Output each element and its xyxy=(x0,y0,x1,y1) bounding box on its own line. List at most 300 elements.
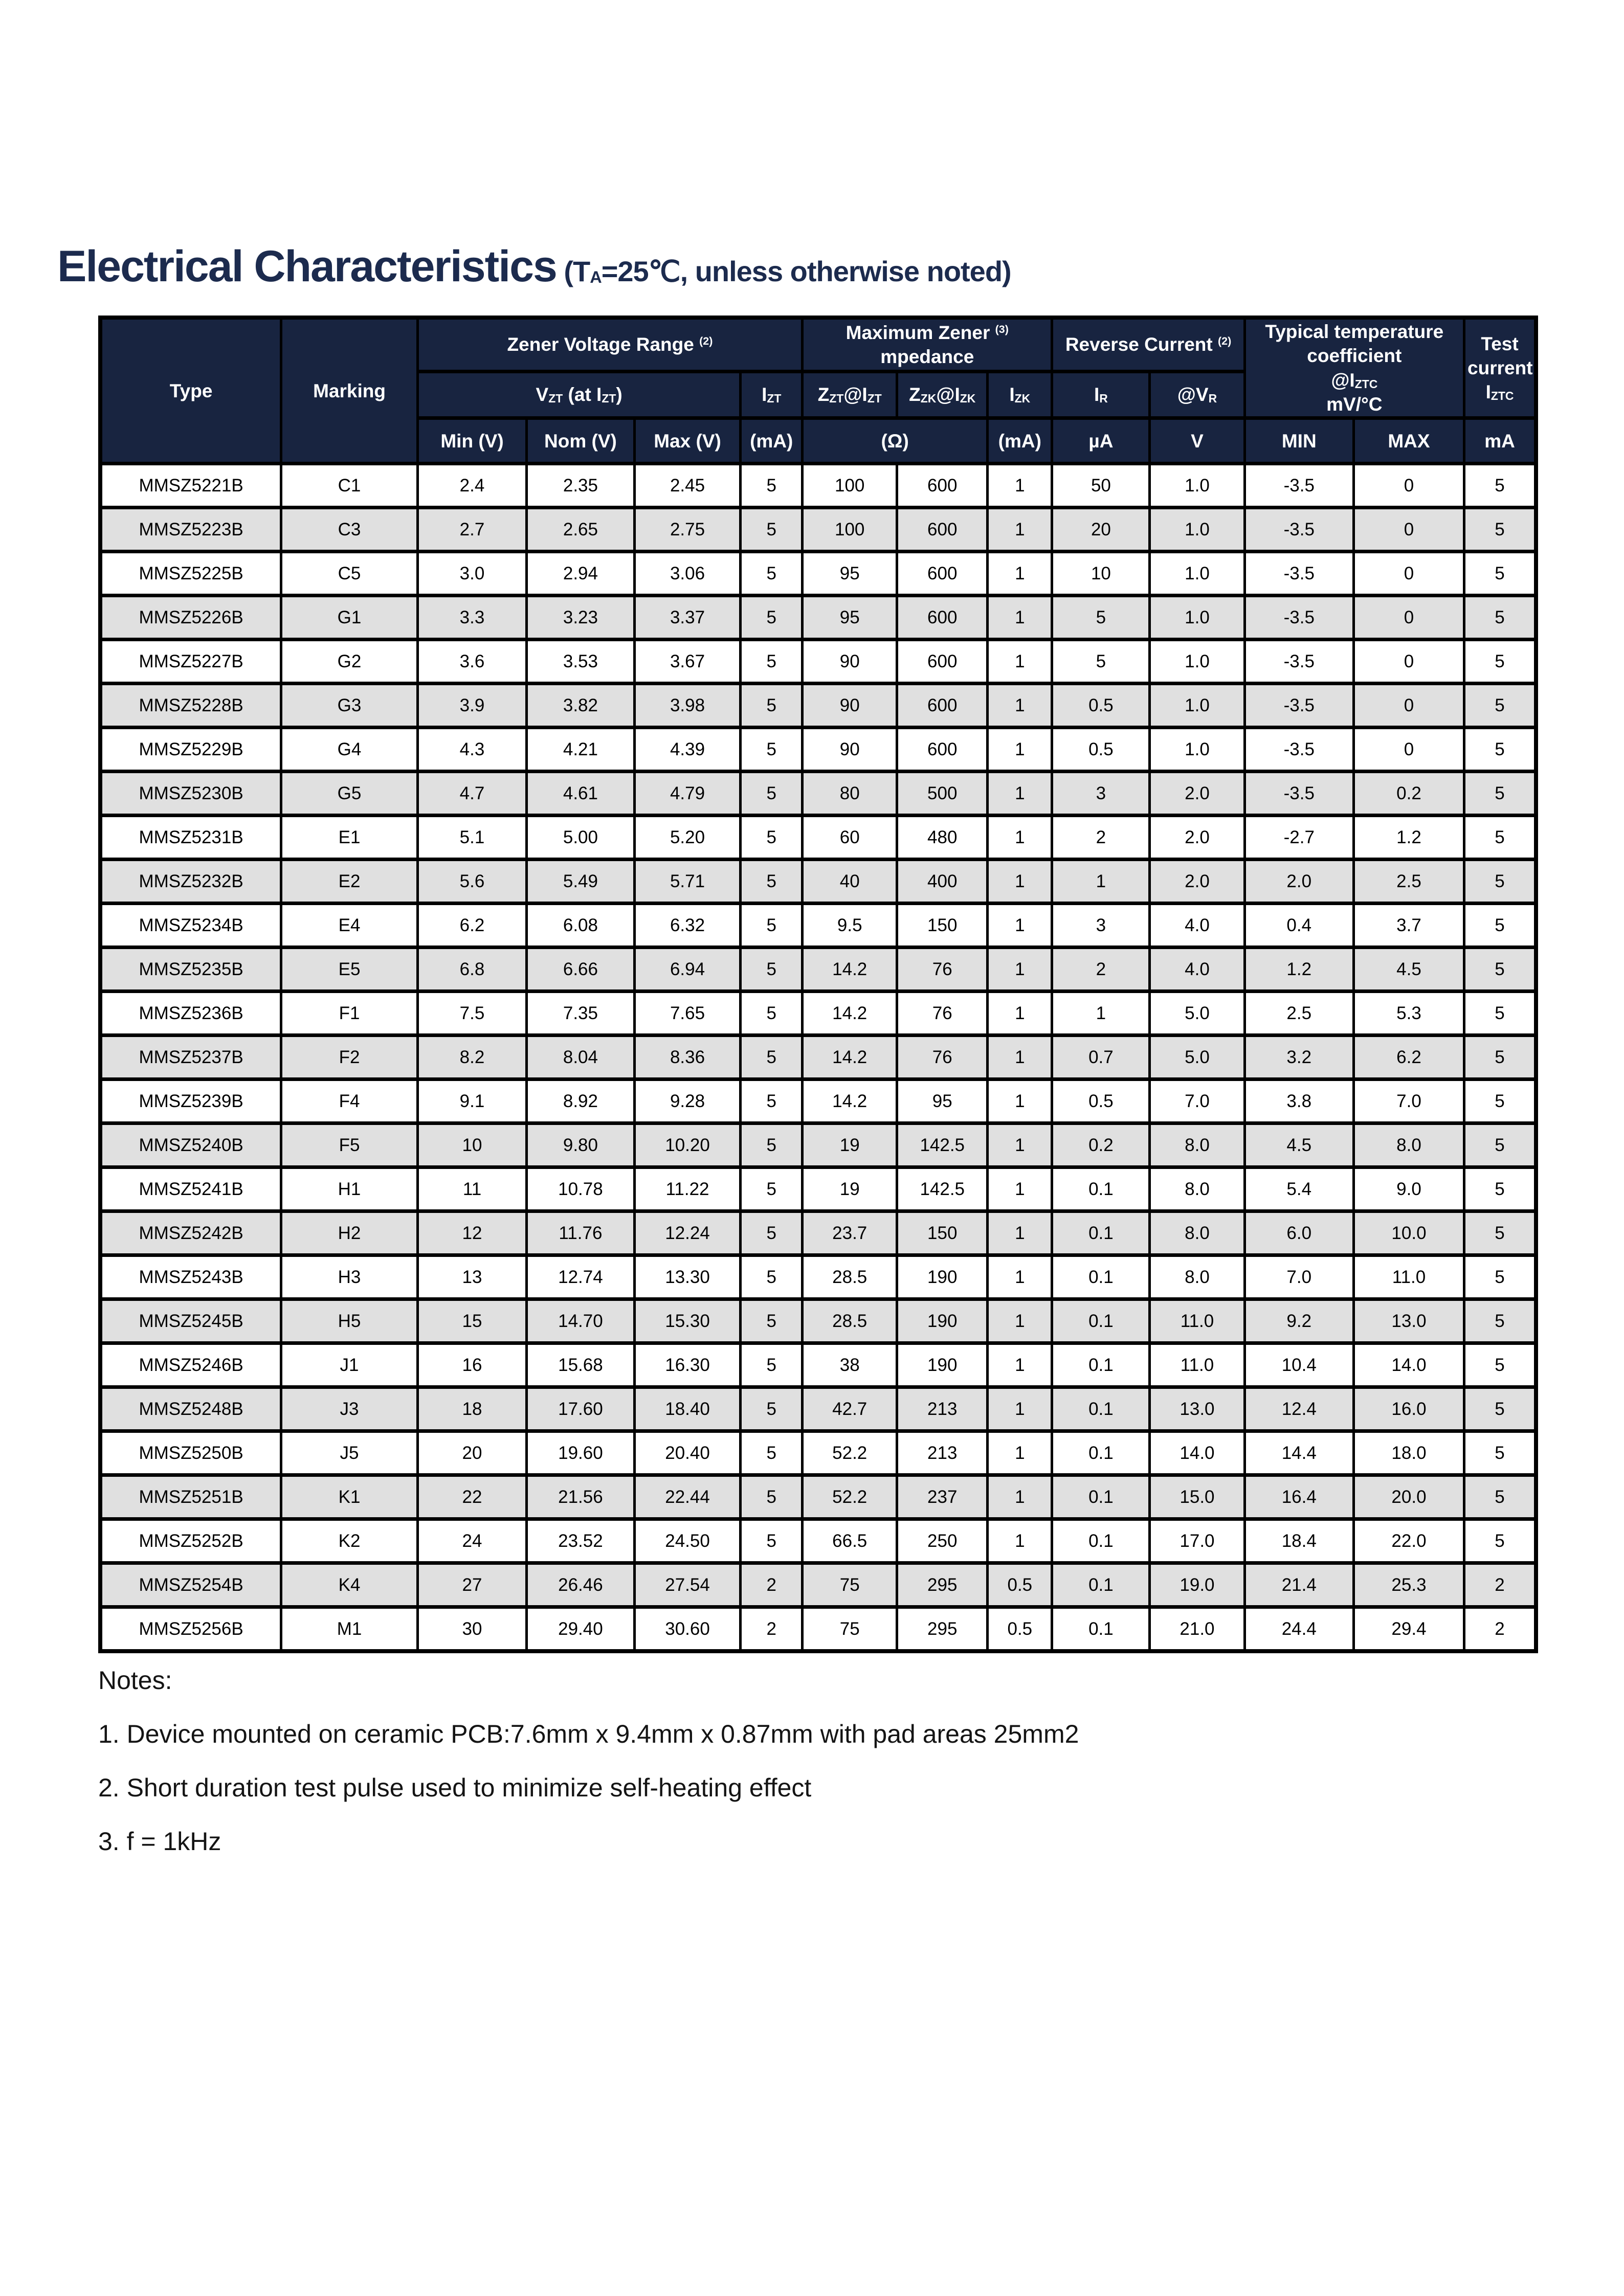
header-ir: $I_R$ xyxy=(1052,371,1150,418)
cell-tc-max: 0 xyxy=(1353,728,1464,772)
cell-zzt-izt: 90 xyxy=(803,640,897,684)
cell-max-v: 5.20 xyxy=(634,816,741,860)
table-row xyxy=(100,1475,1536,1519)
cell-vr: 21.0 xyxy=(1150,1607,1244,1651)
cell-tc-max: 14.0 xyxy=(1353,1343,1464,1387)
cell-ir: 0.1 xyxy=(1052,1211,1150,1255)
cell-marking: H3 xyxy=(281,1255,418,1299)
cell-izk: 1 xyxy=(988,992,1052,1036)
cell-tc-min: 7.0 xyxy=(1244,1255,1353,1299)
cell-vr: 1.0 xyxy=(1150,464,1244,508)
cell-vr: 8.0 xyxy=(1150,1211,1244,1255)
cell-ir: 3 xyxy=(1052,772,1150,816)
cell-min-v: 16 xyxy=(417,1343,526,1387)
cell-vr: 8.0 xyxy=(1150,1167,1244,1211)
cell-marking: J3 xyxy=(281,1387,418,1431)
cell-ir: 0.1 xyxy=(1052,1607,1150,1651)
cell-iztc: 5 xyxy=(1464,992,1536,1036)
cell-max-v: 15.30 xyxy=(634,1299,741,1343)
cell-iztc: 5 xyxy=(1464,816,1536,860)
cell-nom-v: 29.40 xyxy=(527,1607,635,1651)
cell-iztc: 5 xyxy=(1464,640,1536,684)
cell-max-v: 3.06 xyxy=(634,552,741,596)
cell-izk: 1 xyxy=(988,860,1052,904)
table-row xyxy=(100,728,1536,772)
cell-izt: 5 xyxy=(741,948,803,992)
notes-title: Notes: xyxy=(98,1666,172,1695)
cell-marking: H5 xyxy=(281,1299,418,1343)
cell-marking: G4 xyxy=(281,728,418,772)
cell-type: MMSZ5245B xyxy=(100,1299,281,1343)
cell-max-v: 3.37 xyxy=(634,596,741,640)
cell-type: MMSZ5226B xyxy=(100,596,281,640)
cell-tc-min: -3.5 xyxy=(1244,728,1353,772)
cell-max-v: 13.30 xyxy=(634,1255,741,1299)
cell-nom-v: 12.74 xyxy=(527,1255,635,1299)
cell-min-v: 6.8 xyxy=(417,948,526,992)
cell-vr: 17.0 xyxy=(1150,1519,1244,1563)
cell-marking: C1 xyxy=(281,464,418,508)
cell-min-v: 20 xyxy=(417,1431,526,1475)
cell-vr: 5.0 xyxy=(1150,992,1244,1036)
cell-tc-min: 12.4 xyxy=(1244,1387,1353,1431)
cell-max-v: 2.45 xyxy=(634,464,741,508)
cell-zzk-izk: 480 xyxy=(897,816,988,860)
cell-tc-min: -3.5 xyxy=(1244,772,1353,816)
cell-iztc: 2 xyxy=(1464,1563,1536,1607)
cell-max-v: 20.40 xyxy=(634,1431,741,1475)
cell-max-v: 4.39 xyxy=(634,728,741,772)
cell-izt: 5 xyxy=(741,860,803,904)
cell-izk: 1 xyxy=(988,816,1052,860)
cell-izk: 1 xyxy=(988,1123,1052,1167)
cell-max-v: 30.60 xyxy=(634,1607,741,1651)
table-row xyxy=(100,772,1536,816)
cell-tc-min: 24.4 xyxy=(1244,1607,1353,1651)
cell-izk: 1 xyxy=(988,1387,1052,1431)
cell-izt: 5 xyxy=(741,816,803,860)
cell-max-v: 10.20 xyxy=(634,1123,741,1167)
table-row xyxy=(100,596,1536,640)
table-row xyxy=(100,992,1536,1036)
header-marking: Marking xyxy=(281,318,418,464)
cell-zzt-izt: 40 xyxy=(803,860,897,904)
cell-type: MMSZ5229B xyxy=(100,728,281,772)
cell-iztc: 5 xyxy=(1464,860,1536,904)
cell-zzt-izt: 52.2 xyxy=(803,1431,897,1475)
cell-tc-min: -3.5 xyxy=(1244,596,1353,640)
unit-min-v: Min (V) xyxy=(417,418,526,464)
header-vr: $@V_R$ xyxy=(1150,371,1244,418)
cell-tc-min: 5.4 xyxy=(1244,1167,1353,1211)
cell-zzk-izk: 76 xyxy=(897,1036,988,1079)
cell-type: MMSZ5221B xyxy=(100,464,281,508)
cell-marking: J5 xyxy=(281,1431,418,1475)
cell-nom-v: 14.70 xyxy=(527,1299,635,1343)
cell-zzt-izt: 14.2 xyxy=(803,1036,897,1079)
cell-marking: F4 xyxy=(281,1079,418,1123)
cell-izk: 1 xyxy=(988,508,1052,552)
cell-vr: 1.0 xyxy=(1150,552,1244,596)
cell-type: MMSZ5225B xyxy=(100,552,281,596)
cell-ir: 10 xyxy=(1052,552,1150,596)
cell-zzt-izt: 19 xyxy=(803,1167,897,1211)
cell-tc-max: 3.7 xyxy=(1353,904,1464,948)
table-row xyxy=(100,904,1536,948)
table-row xyxy=(100,684,1536,728)
cell-tc-min: -3.5 xyxy=(1244,552,1353,596)
notes-section xyxy=(98,1666,1079,1881)
cell-type: MMSZ5243B xyxy=(100,1255,281,1299)
cell-zzt-izt: 42.7 xyxy=(803,1387,897,1431)
cell-zzt-izt: 80 xyxy=(803,772,897,816)
cell-tc-min: -3.5 xyxy=(1244,464,1353,508)
cell-type: MMSZ5231B xyxy=(100,816,281,860)
table-row xyxy=(100,1607,1536,1651)
cell-izk: 1 xyxy=(988,1475,1052,1519)
table-row xyxy=(100,860,1536,904)
cell-max-v: 22.44 xyxy=(634,1475,741,1519)
cell-izk: 1 xyxy=(988,904,1052,948)
cell-izk: 1 xyxy=(988,1431,1052,1475)
cell-iztc: 5 xyxy=(1464,1519,1536,1563)
cell-zzk-izk: 142.5 xyxy=(897,1123,988,1167)
cell-ir: 0.1 xyxy=(1052,1431,1150,1475)
cell-vr: 1.0 xyxy=(1150,640,1244,684)
cell-izk: 1 xyxy=(988,1079,1052,1123)
cell-type: MMSZ5242B xyxy=(100,1211,281,1255)
cell-iztc: 5 xyxy=(1464,508,1536,552)
cell-ir: 0.1 xyxy=(1052,1387,1150,1431)
cell-izk: 1 xyxy=(988,464,1052,508)
table-row xyxy=(100,1299,1536,1343)
cell-nom-v: 5.00 xyxy=(527,816,635,860)
cell-izk: 1 xyxy=(988,1211,1052,1255)
cell-min-v: 8.2 xyxy=(417,1036,526,1079)
cell-marking: H1 xyxy=(281,1167,418,1211)
cell-marking: K1 xyxy=(281,1475,418,1519)
table-row xyxy=(100,1036,1536,1079)
cell-ir: 50 xyxy=(1052,464,1150,508)
header-type: Type xyxy=(100,318,281,464)
cell-tc-max: 10.0 xyxy=(1353,1211,1464,1255)
cell-nom-v: 4.61 xyxy=(527,772,635,816)
cell-min-v: 18 xyxy=(417,1387,526,1431)
cell-ir: 0.1 xyxy=(1052,1299,1150,1343)
cell-tc-min: 0.4 xyxy=(1244,904,1353,948)
cell-iztc: 5 xyxy=(1464,728,1536,772)
header-zzt-izt: $Z_{ZT}@I_{ZT}$ xyxy=(803,371,897,418)
cell-max-v: 9.28 xyxy=(634,1079,741,1123)
cell-min-v: 30 xyxy=(417,1607,526,1651)
cell-izt: 5 xyxy=(741,992,803,1036)
cell-nom-v: 11.76 xyxy=(527,1211,635,1255)
cell-iztc: 5 xyxy=(1464,1123,1536,1167)
cell-nom-v: 15.68 xyxy=(527,1343,635,1387)
electrical-characteristics-table xyxy=(98,316,1538,1653)
cell-marking: F5 xyxy=(281,1123,418,1167)
cell-ir: 2 xyxy=(1052,816,1150,860)
cell-izk: 0.5 xyxy=(988,1607,1052,1651)
cell-min-v: 7.5 xyxy=(417,992,526,1036)
cell-type: MMSZ5230B xyxy=(100,772,281,816)
cell-min-v: 22 xyxy=(417,1475,526,1519)
cell-nom-v: 21.56 xyxy=(527,1475,635,1519)
unit-ua: µA xyxy=(1052,418,1150,464)
cell-ir: 2 xyxy=(1052,948,1150,992)
cell-min-v: 3.6 xyxy=(417,640,526,684)
cell-tc-max: 9.0 xyxy=(1353,1167,1464,1211)
table-row xyxy=(100,816,1536,860)
table-row xyxy=(100,1167,1536,1211)
cell-tc-max: 0.2 xyxy=(1353,772,1464,816)
title-main: Electrical Characteristics xyxy=(57,242,557,291)
cell-max-v: 12.24 xyxy=(634,1211,741,1255)
cell-zzt-izt: 66.5 xyxy=(803,1519,897,1563)
cell-tc-max: 6.2 xyxy=(1353,1036,1464,1079)
cell-vr: 2.0 xyxy=(1150,816,1244,860)
cell-izt: 2 xyxy=(741,1563,803,1607)
cell-vr: 15.0 xyxy=(1150,1475,1244,1519)
unit-izk-ma: (mA) xyxy=(988,418,1052,464)
cell-type: MMSZ5236B xyxy=(100,992,281,1036)
cell-izk: 0.5 xyxy=(988,1563,1052,1607)
cell-tc-min: -3.5 xyxy=(1244,684,1353,728)
table-row xyxy=(100,552,1536,596)
cell-zzk-izk: 295 xyxy=(897,1563,988,1607)
cell-type: MMSZ5250B xyxy=(100,1431,281,1475)
cell-zzk-izk: 600 xyxy=(897,552,988,596)
header-zener-voltage-range: Zener Voltage Range $^{(2)}$ xyxy=(417,318,802,371)
cell-tc-max: 2.5 xyxy=(1353,860,1464,904)
cell-iztc: 5 xyxy=(1464,1299,1536,1343)
cell-izt: 5 xyxy=(741,552,803,596)
cell-vr: 8.0 xyxy=(1150,1255,1244,1299)
cell-min-v: 3.3 xyxy=(417,596,526,640)
header-max-zener-impedance: Maximum Zener $^{(3)}$ mpedance xyxy=(803,318,1052,371)
cell-min-v: 27 xyxy=(417,1563,526,1607)
cell-vr: 13.0 xyxy=(1150,1387,1244,1431)
cell-nom-v: 9.80 xyxy=(527,1123,635,1167)
cell-type: MMSZ5246B xyxy=(100,1343,281,1387)
table-header xyxy=(100,318,1536,464)
cell-ir: 5 xyxy=(1052,596,1150,640)
table-row xyxy=(100,1211,1536,1255)
cell-zzt-izt: 95 xyxy=(803,552,897,596)
cell-izt: 5 xyxy=(741,1255,803,1299)
cell-max-v: 11.22 xyxy=(634,1167,741,1211)
cell-izk: 1 xyxy=(988,728,1052,772)
cell-nom-v: 3.82 xyxy=(527,684,635,728)
cell-zzt-izt: 100 xyxy=(803,508,897,552)
cell-iztc: 5 xyxy=(1464,1431,1536,1475)
cell-marking: C3 xyxy=(281,508,418,552)
cell-tc-min: 9.2 xyxy=(1244,1299,1353,1343)
table-body xyxy=(100,464,1536,1651)
cell-min-v: 6.2 xyxy=(417,904,526,948)
table-row xyxy=(100,1431,1536,1475)
cell-min-v: 12 xyxy=(417,1211,526,1255)
cell-vr: 11.0 xyxy=(1150,1343,1244,1387)
cell-iztc: 5 xyxy=(1464,596,1536,640)
cell-nom-v: 4.21 xyxy=(527,728,635,772)
table-row xyxy=(100,1519,1536,1563)
cell-vr: 1.0 xyxy=(1150,596,1244,640)
cell-nom-v: 8.04 xyxy=(527,1036,635,1079)
cell-izk: 1 xyxy=(988,1167,1052,1211)
cell-iztc: 5 xyxy=(1464,1167,1536,1211)
page-title xyxy=(57,241,1011,292)
cell-nom-v: 2.65 xyxy=(527,508,635,552)
cell-ir: 0.2 xyxy=(1052,1123,1150,1167)
table-row xyxy=(100,1563,1536,1607)
cell-nom-v: 26.46 xyxy=(527,1563,635,1607)
cell-zzk-izk: 600 xyxy=(897,508,988,552)
cell-min-v: 5.1 xyxy=(417,816,526,860)
cell-tc-max: 0 xyxy=(1353,596,1464,640)
cell-ir: 0.5 xyxy=(1052,1079,1150,1123)
cell-izt: 5 xyxy=(741,772,803,816)
cell-zzk-izk: 76 xyxy=(897,992,988,1036)
cell-tc-max: 13.0 xyxy=(1353,1299,1464,1343)
cell-marking: E2 xyxy=(281,860,418,904)
table-row xyxy=(100,1387,1536,1431)
cell-nom-v: 23.52 xyxy=(527,1519,635,1563)
cell-izt: 5 xyxy=(741,464,803,508)
header-vzt: $V_{ZT}$ (at $I_{ZT}$) xyxy=(417,371,741,418)
cell-iztc: 5 xyxy=(1464,1255,1536,1299)
cell-min-v: 10 xyxy=(417,1123,526,1167)
cell-izt: 5 xyxy=(741,596,803,640)
cell-tc-max: 0 xyxy=(1353,552,1464,596)
cell-zzt-izt: 90 xyxy=(803,728,897,772)
title-condition: ($T_A=25℃$, unless otherwise noted) xyxy=(556,255,1011,287)
cell-tc-min: 16.4 xyxy=(1244,1475,1353,1519)
cell-vr: 1.0 xyxy=(1150,508,1244,552)
cell-marking: G3 xyxy=(281,684,418,728)
unit-v: V xyxy=(1150,418,1244,464)
cell-type: MMSZ5228B xyxy=(100,684,281,728)
cell-min-v: 3.9 xyxy=(417,684,526,728)
cell-izk: 1 xyxy=(988,1299,1052,1343)
cell-tc-max: 20.0 xyxy=(1353,1475,1464,1519)
cell-tc-max: 18.0 xyxy=(1353,1431,1464,1475)
cell-izt: 5 xyxy=(741,1079,803,1123)
cell-tc-max: 25.3 xyxy=(1353,1563,1464,1607)
cell-zzt-izt: 75 xyxy=(803,1607,897,1651)
cell-type: MMSZ5239B xyxy=(100,1079,281,1123)
cell-tc-min: 1.2 xyxy=(1244,948,1353,992)
cell-izk: 1 xyxy=(988,1255,1052,1299)
cell-izt: 5 xyxy=(741,904,803,948)
cell-ir: 5 xyxy=(1052,640,1150,684)
cell-min-v: 15 xyxy=(417,1299,526,1343)
cell-type: MMSZ5240B xyxy=(100,1123,281,1167)
cell-zzk-izk: 295 xyxy=(897,1607,988,1651)
cell-iztc: 5 xyxy=(1464,1211,1536,1255)
table-row xyxy=(100,1255,1536,1299)
cell-tc-min: 10.4 xyxy=(1244,1343,1353,1387)
cell-tc-max: 7.0 xyxy=(1353,1079,1464,1123)
cell-izt: 5 xyxy=(741,1036,803,1079)
cell-tc-min: 14.4 xyxy=(1244,1431,1353,1475)
table-row xyxy=(100,1123,1536,1167)
cell-zzk-izk: 600 xyxy=(897,728,988,772)
cell-min-v: 9.1 xyxy=(417,1079,526,1123)
cell-max-v: 3.98 xyxy=(634,684,741,728)
cell-min-v: 3.0 xyxy=(417,552,526,596)
cell-marking: H2 xyxy=(281,1211,418,1255)
cell-max-v: 24.50 xyxy=(634,1519,741,1563)
cell-nom-v: 17.60 xyxy=(527,1387,635,1431)
cell-tc-max: 0 xyxy=(1353,464,1464,508)
cell-izk: 1 xyxy=(988,1036,1052,1079)
table-row xyxy=(100,1079,1536,1123)
cell-zzk-izk: 150 xyxy=(897,904,988,948)
cell-min-v: 4.3 xyxy=(417,728,526,772)
cell-max-v: 6.32 xyxy=(634,904,741,948)
cell-zzt-izt: 100 xyxy=(803,464,897,508)
cell-type: MMSZ5223B xyxy=(100,508,281,552)
cell-vr: 19.0 xyxy=(1150,1563,1244,1607)
table-row xyxy=(100,508,1536,552)
note-item: 2. Short duration test pulse used to minimize self-heating effect xyxy=(98,1773,812,1802)
cell-vr: 1.0 xyxy=(1150,684,1244,728)
cell-type: MMSZ5254B xyxy=(100,1563,281,1607)
cell-min-v: 13 xyxy=(417,1255,526,1299)
cell-marking: K2 xyxy=(281,1519,418,1563)
cell-tc-min: -3.5 xyxy=(1244,508,1353,552)
cell-izt: 5 xyxy=(741,684,803,728)
cell-zzt-izt: 14.2 xyxy=(803,948,897,992)
cell-iztc: 5 xyxy=(1464,684,1536,728)
cell-iztc: 5 xyxy=(1464,1387,1536,1431)
cell-tc-max: 16.0 xyxy=(1353,1387,1464,1431)
cell-zzt-izt: 14.2 xyxy=(803,1079,897,1123)
cell-vr: 4.0 xyxy=(1150,904,1244,948)
header-zzk-izk: $Z_{ZK}@I_{ZK}$ xyxy=(897,371,988,418)
cell-type: MMSZ5256B xyxy=(100,1607,281,1651)
cell-marking: G2 xyxy=(281,640,418,684)
cell-ir: 0.1 xyxy=(1052,1255,1150,1299)
cell-zzk-izk: 190 xyxy=(897,1343,988,1387)
cell-nom-v: 3.53 xyxy=(527,640,635,684)
cell-tc-max: 5.3 xyxy=(1353,992,1464,1036)
cell-type: MMSZ5234B xyxy=(100,904,281,948)
cell-max-v: 6.94 xyxy=(634,948,741,992)
cell-vr: 2.0 xyxy=(1150,772,1244,816)
cell-izk: 1 xyxy=(988,1343,1052,1387)
cell-izt: 5 xyxy=(741,640,803,684)
cell-ir: 0.5 xyxy=(1052,684,1150,728)
cell-type: MMSZ5251B xyxy=(100,1475,281,1519)
cell-zzk-izk: 95 xyxy=(897,1079,988,1123)
cell-ir: 0.7 xyxy=(1052,1036,1150,1079)
cell-izk: 1 xyxy=(988,640,1052,684)
cell-izk: 1 xyxy=(988,772,1052,816)
cell-type: MMSZ5237B xyxy=(100,1036,281,1079)
cell-iztc: 2 xyxy=(1464,1607,1536,1651)
cell-max-v: 5.71 xyxy=(634,860,741,904)
table-row xyxy=(100,1343,1536,1387)
cell-vr: 4.0 xyxy=(1150,948,1244,992)
unit-max-v: Max (V) xyxy=(634,418,741,464)
cell-vr: 14.0 xyxy=(1150,1431,1244,1475)
cell-tc-min: 21.4 xyxy=(1244,1563,1353,1607)
header-test-current: Test current $I_{ZTC}$ xyxy=(1464,318,1536,418)
cell-izk: 1 xyxy=(988,684,1052,728)
cell-zzk-izk: 76 xyxy=(897,948,988,992)
